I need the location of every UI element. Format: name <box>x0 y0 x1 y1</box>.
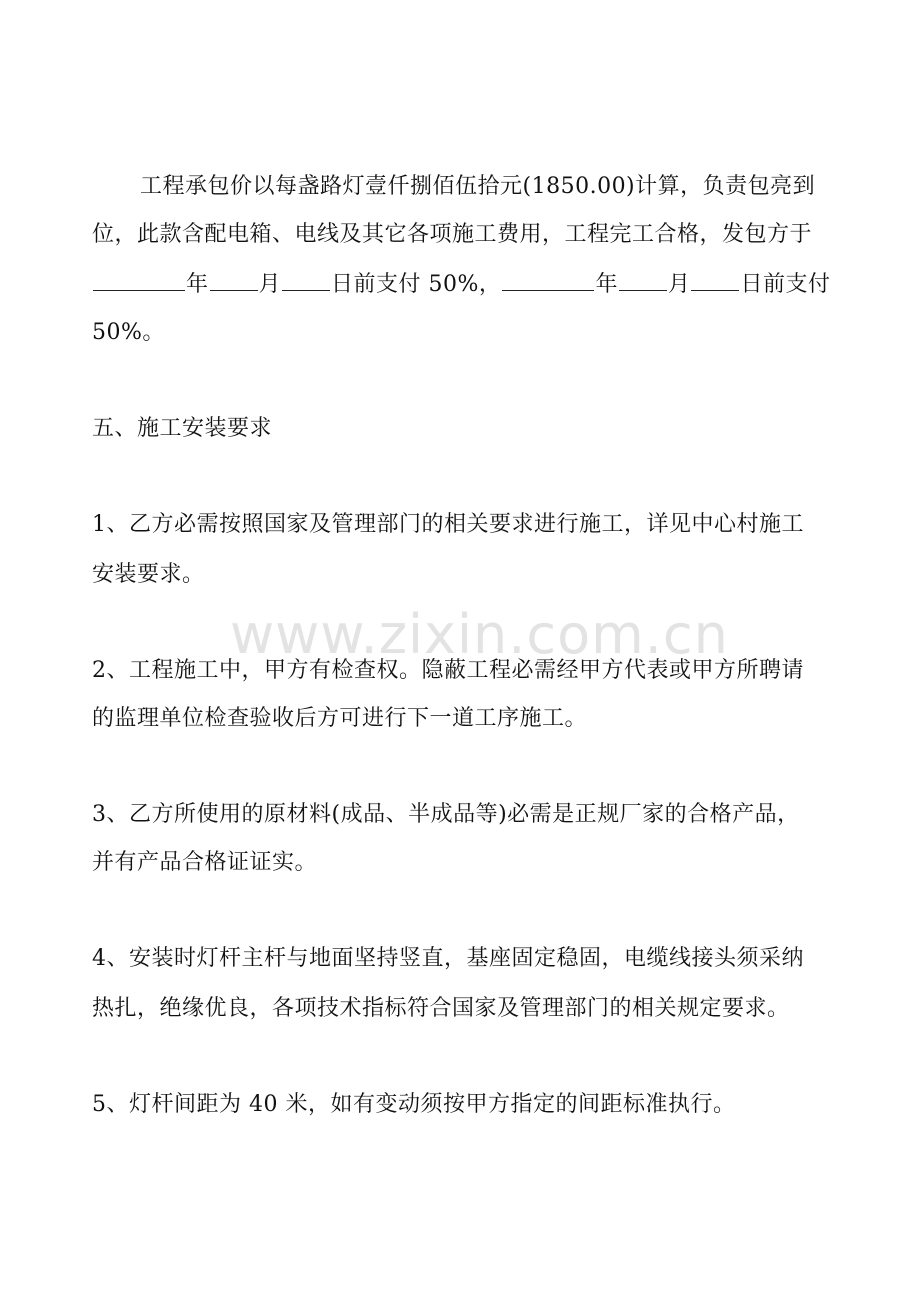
year-blank-1[interactable] <box>93 270 185 291</box>
year-blank-2[interactable] <box>502 270 594 291</box>
item-1-line-2: 安装要求。 <box>92 562 205 587</box>
item-4-line-1: 4、安装时灯杆主杆与地面坚持竖直，基座固定稳固，电缆线接头须采纳 <box>92 946 804 971</box>
month-blank-2[interactable] <box>619 270 667 291</box>
payment-line-4: 50%。 <box>92 320 165 345</box>
item-2-line-1: 2、工程施工中，甲方有检查权。隐蔽工程必需经甲方代表或甲方所聘请 <box>92 658 804 683</box>
year-label-2: 年 <box>595 272 618 297</box>
day-blank-1[interactable] <box>282 270 330 291</box>
year-label-1: 年 <box>186 272 209 297</box>
item-1-line-1: 1、乙方必需按照国家及管理部门的相关要求进行施工，详见中心村施工 <box>92 512 804 537</box>
payment-line-1: 工程承包价以每盏路灯壹仟捌佰伍拾元(1850.00)计算，负责包亮到 <box>140 174 816 199</box>
day-label-1: 日前支付 50%， <box>331 272 502 297</box>
section-heading: 五、施工安装要求 <box>92 416 273 441</box>
payment-line-2: 位，此款含配电箱、电线及其它各项施工费用，工程完工合格，发包方于 <box>92 222 813 247</box>
month-label-2: 月 <box>667 272 691 297</box>
item-3-line-2: 并有产品合格证证实。 <box>92 850 318 875</box>
day-blank-2[interactable] <box>691 270 739 291</box>
watermark-text: www.zixin.com.cn <box>230 603 729 666</box>
month-label-1: 月 <box>258 272 282 297</box>
item-3-line-1: 3、乙方所使用的原材料(成品、半成品等)必需是正规厂家的合格产品， <box>92 802 800 827</box>
payment-line-3 <box>92 270 830 300</box>
item-4-line-2: 热扎，绝缘优良，各项技术指标符合国家及管理部门的相关规定要求。 <box>92 996 790 1021</box>
day-label-2: 日前支付 <box>740 272 831 297</box>
item-5-line-1: 5、灯杆间距为 40 米，如有变动须按甲方指定的间距标准执行。 <box>92 1092 736 1117</box>
month-blank-1[interactable] <box>210 270 258 291</box>
item-2-line-2: 的监理单位检查验收后方可进行下一道工序施工。 <box>92 706 588 731</box>
